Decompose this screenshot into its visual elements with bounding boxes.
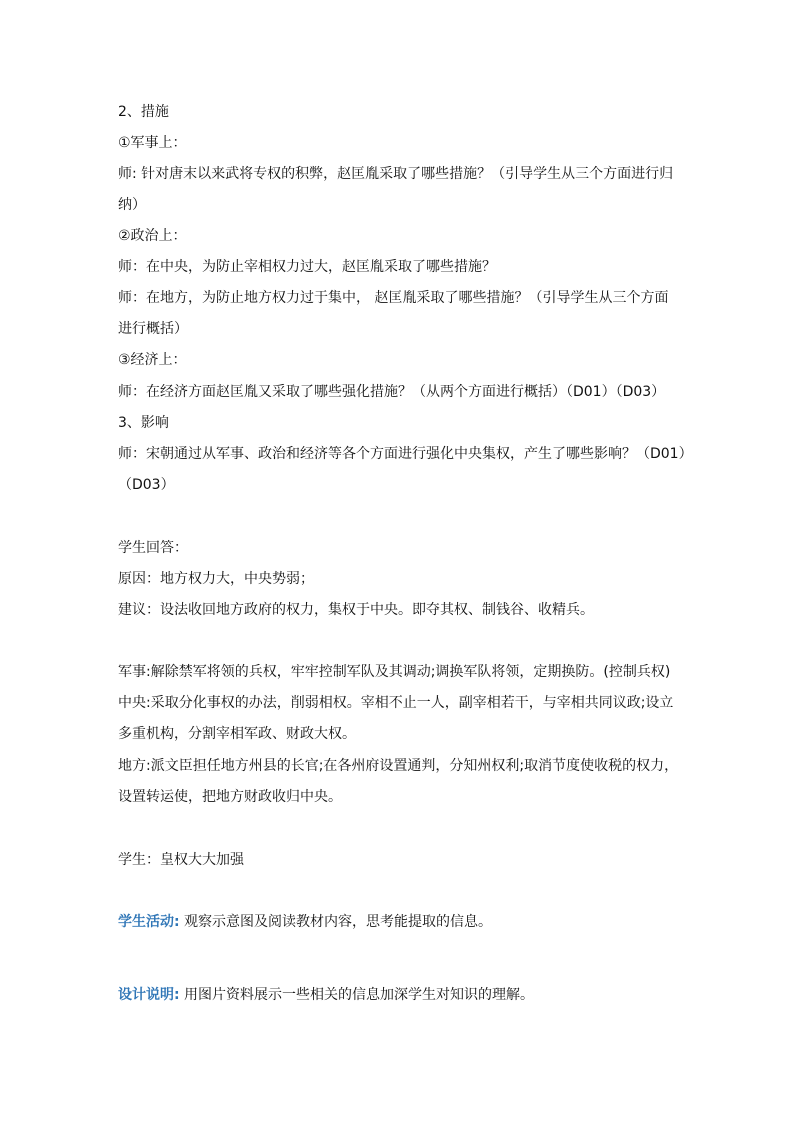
student-activity <box>118 914 690 930</box>
answer-military: 军事:解除禁军将领的兵权，牢牢控制军队及其调动;调换军队将领，定期换防。(控制兵权) <box>118 664 671 680</box>
teacher-question-3-line-2: 进行概括） <box>118 321 188 337</box>
design-note-label: 设计说明: <box>118 987 180 1003</box>
student-impact: 学生：皇权大大加强 <box>118 852 244 868</box>
teacher-question-5-line-1: 师：宋朝通过从军事、政治和经济等各个方面进行强化中央集权，产生了哪些影响？（D01） <box>118 446 693 462</box>
student-activity-label: 学生活动: <box>118 914 180 930</box>
answer-central-line-2: 多重机构，分割宰相军政、财政大权。 <box>118 726 356 742</box>
economic-heading: ③经济上： <box>118 352 187 368</box>
impact-heading: 3、影响 <box>118 415 169 431</box>
answer-suggestion: 建议：设法收回地方政府的权力，集权于中央。即夺其权、制钱谷、收精兵。 <box>118 602 594 618</box>
teacher-question-5-line-2: （D03） <box>118 477 175 493</box>
teacher-question-1-line-2: 纳） <box>118 197 146 213</box>
teacher-question-1-line-1: 师: 针对唐末以来武将专权的积弊，赵匡胤采取了哪些措施？（引导学生从三个方面进行归 <box>118 166 674 182</box>
answer-local-line-2: 设置转运使，把地方财政收归中央。 <box>118 789 342 805</box>
measures-heading: 2、措施 <box>118 104 169 120</box>
student-activity-text: 观察示意图及阅读教材内容，思考能提取的信息。 <box>179 914 493 930</box>
student-answer-heading: 学生回答： <box>118 540 188 556</box>
answer-central-line-1: 中央:采取分化事权的办法，削弱相权。宰相不止一人，副宰相若干，与宰相共同议政;设立 <box>118 695 674 711</box>
teacher-question-3-line-1: 师：在地方，为防止地方权力过于集中， 赵匡胤采取了哪些措施？（引导学生从三个方面 <box>118 290 669 306</box>
answer-cause: 原因：地方权力大，中央势弱； <box>118 571 314 587</box>
teacher-question-4: 师：在经济方面赵匡胤又采取了哪些强化措施？（从两个方面进行概括）（D01）（D03） <box>118 384 666 400</box>
political-heading: ②政治上： <box>118 228 187 244</box>
design-note <box>118 987 690 1003</box>
military-heading: ①军事上： <box>118 135 187 151</box>
teacher-question-2: 师：在中央，为防止宰相权力过大，赵匡胤采取了哪些措施？ <box>118 259 496 275</box>
design-note-text: 用图片资料展示一些相关的信息加深学生对知识的理解。 <box>179 987 535 1003</box>
answer-local-line-1: 地方:派文臣担任地方州县的长官;在各州府设置通判，分知州权利;取消节度使收税的权力， <box>118 758 679 774</box>
